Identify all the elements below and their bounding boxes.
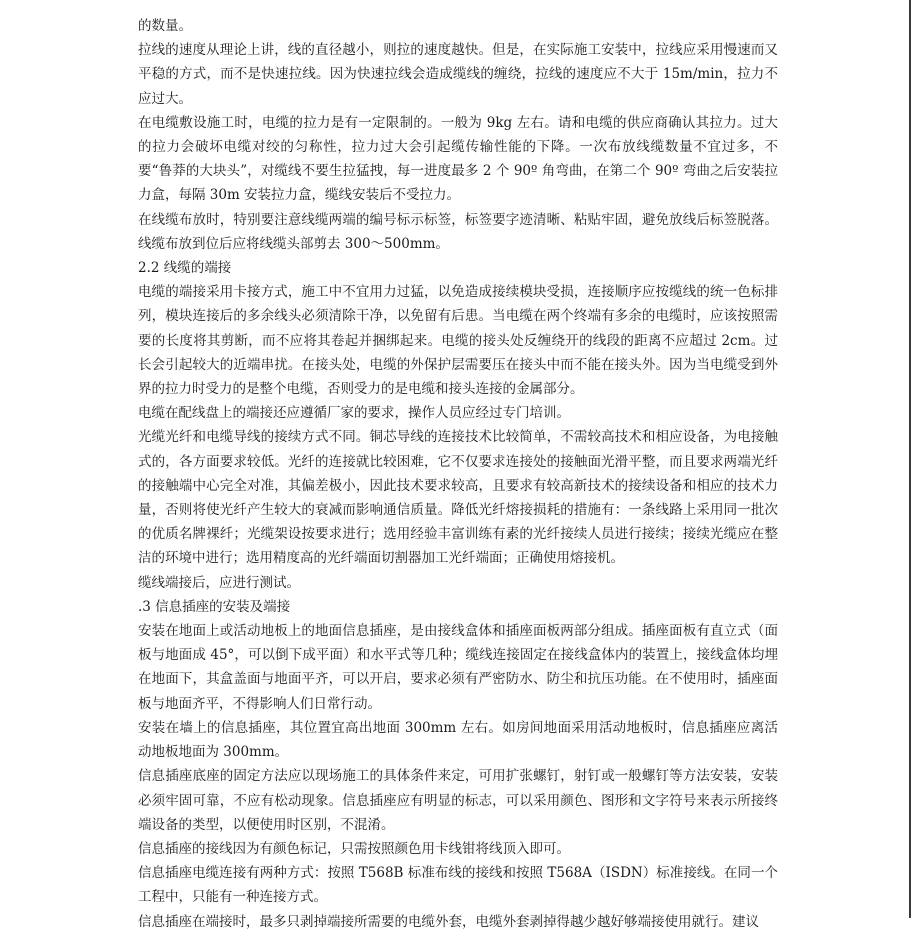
section-heading-outlet-installation: .3 信息插座的安装及端接	[138, 598, 291, 615]
paragraph-cable-labeling: 在线缆布放时，特别要注意线缆两端的编号标示标签，标签要字迹清晰、粘贴牢固，避免放线后标签脱落。线缆布放到位后应将线缆头部剪去 300～500mm。	[138, 211, 778, 252]
paragraph-wiring-standards: 信息插座电缆连接有两种方式：按照 T568B 标准布线的接线和按照 T568A（ISDN）标准接线。在同一个工程中，只能有一种连接方式。	[138, 865, 778, 906]
paragraph-wall-outlet: 安装在墙上的信息插座，其位置宜高出地面 300mm 左右。如房间地面采用活动地板时，信息插座应离活动地板地面为 300mm。	[138, 719, 778, 761]
document-body	[138, 14, 778, 934]
paragraph-floor-outlet: 安装在地面上或活动地板上的地面信息插座，是由接线盒体和插座面板两部分组成。插座面板有直立式（面板与地面成 45°，可以倒下成平面）和水平式等几种；缆线连接固定在接线盒体内的装置上，接线盒体均埋在地面下，其盒盖面与地面平齐，可以开启，要求必须有严密防水、防尘和抗压功能。在不使用时，插座面板与地面齐平，不得影响人们日常行动。	[138, 623, 778, 712]
paragraph-outlet-mounting: 信息插座底座的固定方法应以现场施工的具体条件来定，可用扩张螺钉，射钉或一般螺钉等方法安装，安装必须牢固可靠，不应有松动现象。信息插座应有明显的标志，可以采用颜色、图形和文字符号来表示所接终端设备的类型，以便使用时区别，不混淆。	[138, 768, 778, 833]
paragraph-jacket-stripping: 信息插座在端接时，最多只剥掉端接所需要的电缆外套，电缆外套剥掉得越少越好够端接使用就行。建议	[138, 913, 759, 930]
paragraph-cable-count-tail: 的数量。	[138, 18, 192, 34]
paragraph-pulling-tension: 在电缆敷设施工时，电缆的拉力是有一定限制的。一般为 9kg 左右。请和电缆的供应商确认其拉力。过大的拉力会破坏电缆对绞的匀称性，拉力过大会引起缆传输性能的下降。一次布放线缆数量不宜过多，不要“鲁莽的大块头”，对缆线不要生拉猛拽，每一进度最多 2 个 90º 角弯曲，在第二个 90º 弯曲之后安装拉力盒，每隔 30m 安装拉力盒，缆线安装后不受拉力。	[138, 114, 778, 204]
paragraph-fiber-splicing: 光缆光纤和电缆导线的接续方式不同。铜芯导线的连接技术比较简单，不需较高技术和相应设备，为电接触式的，各方面要求较低。光纤的连接就比较困难，它不仅要求连接处的接触面光滑平整，而且要求两端光纤的接触端中心完全对准，其偏差极小，因此技术要求较高，且要求有较高新技术的接续设备和相应的技术力量，否则将使光纤产生较大的衰减而影响通信质量。降低光纤熔接损耗的措施有：一条线路上采用同一批次的优质名牌裸纤；光缆架设按要求进行；选用经验丰富训练有素的光纤接续人员进行接续；接续光缆应在整洁的环境中进行；选用精度高的光纤端面切割器加工光纤端面；正确使用熔接机。	[138, 429, 778, 567]
paragraph-testing-after-termination: 缆线端接后，应进行测试。	[138, 574, 300, 591]
paragraph-outlet-wiring: 信息插座的接线因为有颜色标记，只需按照颜色用卡线钳将线顶入即可。	[138, 840, 570, 857]
paragraph-pulling-speed: 拉线的速度从理论上讲，线的直径越小，则拉的速度越快。但是，在实际施工安装中，拉线应采用慢速而又平稳的方式，而不是快速拉线。因为快速拉线会造成缆线的缠绕，拉线的速度应不大于 15m/min，拉力不应过大。	[138, 42, 778, 107]
paragraph-patch-panel-termination: 电缆在配线盘上的端接还应遵循厂家的要求，操作人员应经过专门培训。	[138, 405, 570, 422]
paragraph-termination-method: 电缆的端接采用卡接方式，施工中不宜用力过猛，以免造成接续模块受损，连接顺序应按缆线的统一色标排列，模块连接后的多余线头必须清除干净，以免留有后患。当电缆在两个终端有多余的电缆时，应该按照需要的长度将其剪断，而不应将其卷起并捆绑起来。电缆的接头处反缠绕开的线段的距离不应超过 2cm。过长会引起较大的近端串扰。在接头处，电缆的外保护层需要压在接头中而不能在接头外。因为当电缆受到外界的拉力时受力的是整个电缆，否则受力的是电缆和接头连接的金属部分。	[138, 284, 778, 398]
section-heading-cable-termination: 2.2 线缆的端接	[138, 260, 232, 277]
